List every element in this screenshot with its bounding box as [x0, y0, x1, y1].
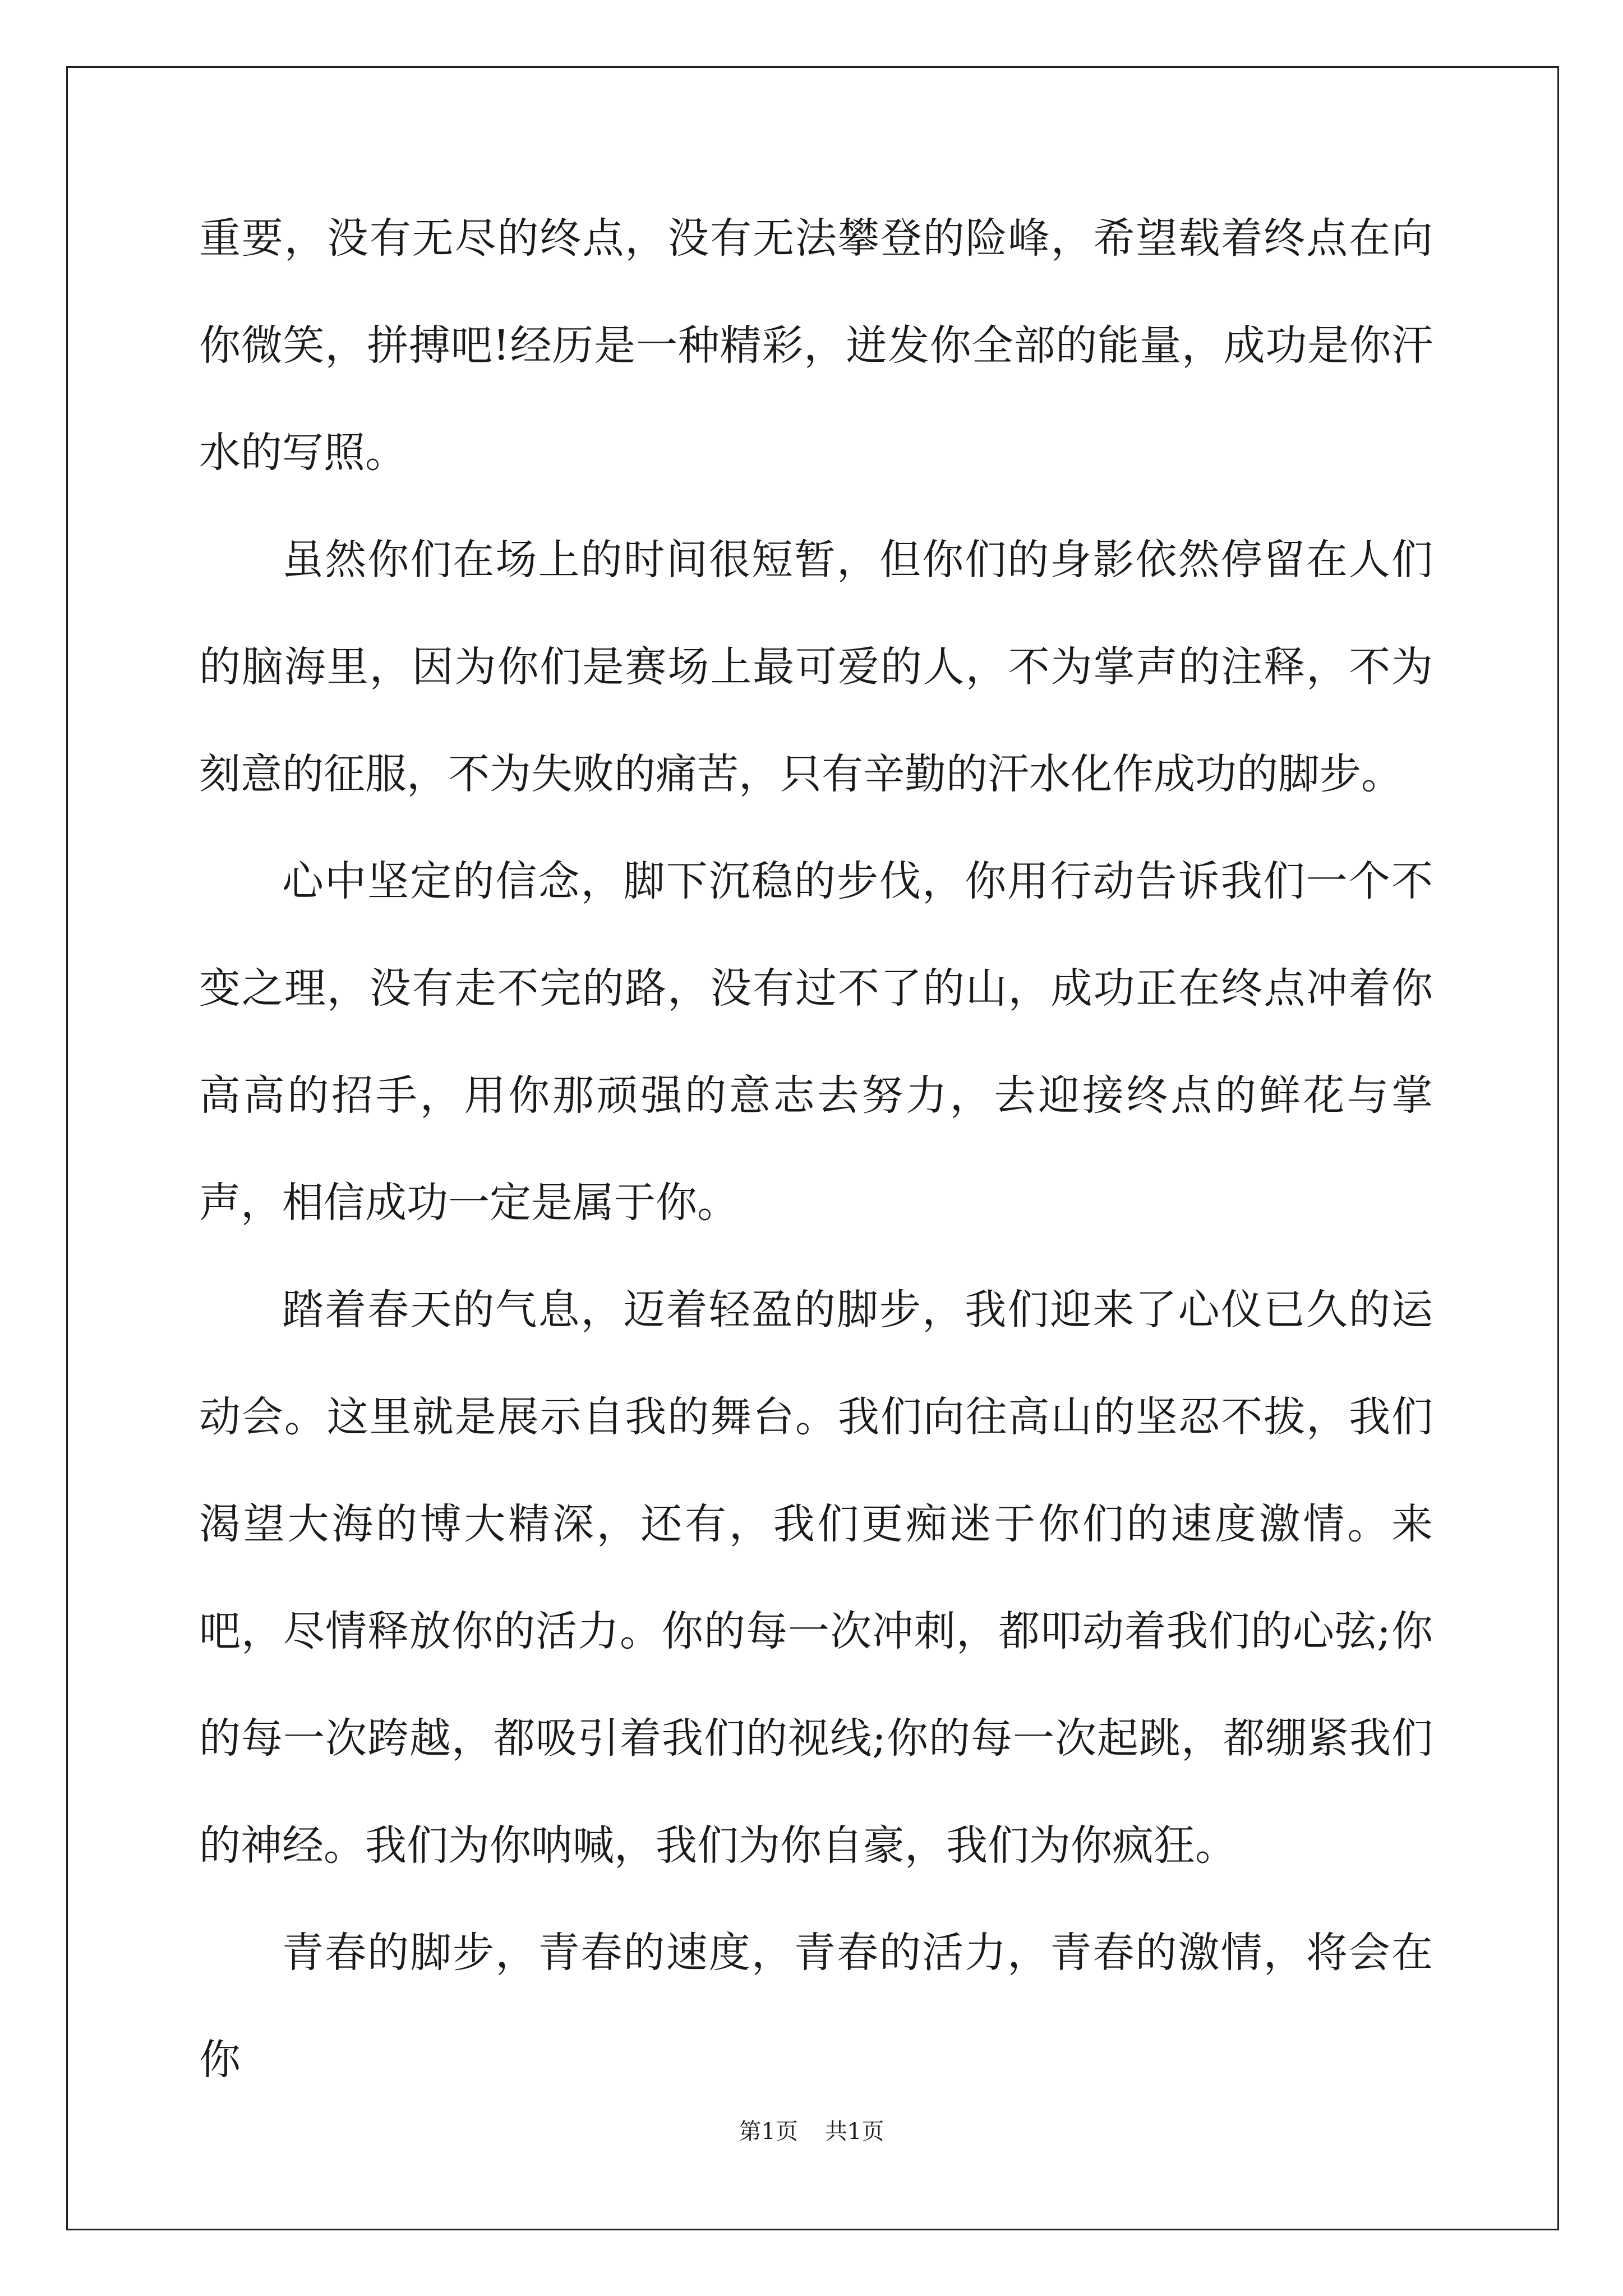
page-number: 第1页: [739, 2119, 798, 2145]
paragraph: 踏着春天的气息，迈着轻盈的脚步，我们迎来了心仪已久的运动会。这里就是展示自我的舞台。我们向往高山的坚忍不拔，我们渴望大海的博大精深，还有，我们更痴迷于你们的速度激情。来吧，尽情释放你的活力。你的每一次冲刺，都叩动着我们的心弦;你的每一次跨越，都吸引着我们的视线;你的每一次起跳，都绷紧我们的神经。我们为你呐喊，我们为你自豪，我们为你疯狂。: [199, 1286, 1433, 1870]
paragraph: 青春的脚步，青春的速度，青春的活力，青春的激情，将会在你: [199, 1929, 1433, 2084]
paragraph: 心中坚定的信念，脚下沉稳的步伐，你用行动告诉我们一个不变之理，没有走不完的路，没有过不了的山，成功正在终点冲着你高高的招手，用你那顽强的意志去努力，去迎接终点的鲜花与掌声，相信成功一定是属于你。: [199, 857, 1433, 1227]
paragraph-continued: 重要，没有无尽的终点，没有无法攀登的险峰，希望载着终点在向你微笑，拼搏吧!经历是一种精彩，迸发你全部的能量，成功是你汗水的写照。: [199, 214, 1433, 477]
page-total: 共1页: [825, 2119, 884, 2145]
paragraph: 虽然你们在场上的时间很短暂，但你们的身影依然停留在人们的脑海里，因为你们是赛场上最可爱的人，不为掌声的注释，不为刻意的征服，不为失败的痛苦，只有辛勤的汗水化作成功的脚步。: [199, 536, 1433, 798]
document-body: [199, 185, 1433, 2114]
page-footer: [0, 2115, 1623, 2148]
